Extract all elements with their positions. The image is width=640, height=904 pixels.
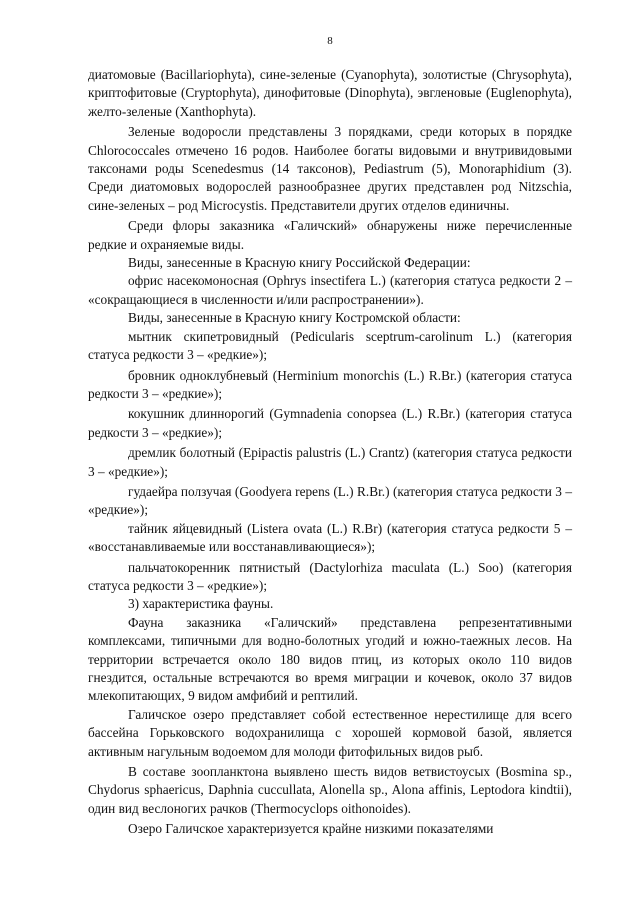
paragraph-zooplankton: В составе зоопланктона выявлено шесть видов ветвистоусых (Bosmina sp., Chydorus sphaericus, Daphnia cuccullata, Alonella sp., Alona affinis, Leptodora kindtii), один вид веслоногих рачков (Thermocyclops oithonoides).	[88, 764, 572, 816]
paragraph-lake-characteristics: Озеро Галичское характеризуется крайне низкими показателями	[128, 821, 494, 837]
species-item: офрис насекомоносная (Ophrys insectifera L.) (категория статуса редкости 2 – «сокращающиеся в численности и/или распространении»).	[88, 273, 572, 307]
species-item: гудаейра ползучая (Goodyera repens (L.) R.Br.) (категория статуса редкости 3 – «редкие»);	[88, 483, 572, 518]
paragraph-galich-lake: Галичское озеро представляет собой естественное нерестилище для всего бассейна Горьковского водохранилища с хорошей кормовой базой, является активным нагульным водоемом для молоди фитофильных видов рыб.	[88, 706, 572, 759]
species-item: тайник яйцевидный (Listera ovata (L.) R.Br) (категория статуса редкости 5 – «восстанавливаемые или восстанавливающиеся»);	[88, 520, 572, 555]
section-heading-fauna: 3) характеристика фауны.	[128, 596, 274, 612]
page-number: 8	[327, 35, 333, 47]
paragraph-flora-intro: Среди флоры заказника «Галичский» обнаружены ниже перечисленные редкие и охраняемые виды.	[88, 218, 572, 252]
paragraph-kostroma-red-book: Виды, занесенные в Красную книгу Костромской области:	[128, 310, 461, 326]
species-item: мытник скипетровидный (Pedicularis sceptrum-carolinum L.) (категория статуса редкости 3 – «редкие»);	[88, 328, 572, 363]
document-page	[88, 34, 572, 839]
species-item: дремлик болотный (Epipactis palustris (L.) Crantz) (категория статуса редкости 3 – «редкие»);	[88, 445, 572, 479]
species-item: кокушник длиннорогий (Gymnadenia conopsea (L.) R.Br.) (категория статуса редкости 3 – «редкие»);	[88, 406, 572, 440]
paragraph-rf-red-book: Виды, занесенные в Красную книгу Российской Федерации:	[128, 255, 471, 271]
species-item: пальчатокоренник пятнистый (Dactylorhiza maculata (L.) Soo) (категория статуса редкости 3 – «редкие»);	[88, 559, 572, 593]
paragraph-green-algae: Зеленые водоросли представлены 3 порядками, среди которых в порядке Chlorococcales отмечено 16 родов. Наиболее богаты видовыми и внутривидовыми таксонами роды Scenedesmus (14 таксонов), Pediastrum (5), Monoraphidium (3). Среди диатомовых водорослей разнообразнее других представлен род Nitzschia, сине-зеленых – род Microcystis. Представители других отделов единичны.	[88, 124, 572, 213]
species-item: бровник одноклубневый (Herminium monorchis (L.) R.Br.) (категория статуса редкости 3 – «редкие»);	[88, 367, 572, 401]
paragraph-fauna: Фауна заказника «Галичский» представлена репрезентативными комплексами, типичными для водно-болотных угодий и южно-таежных лесов. На территории встречается около 180 видов птиц, из которых около 110 видов гнездится, остальные встречаются во время миграции и кочевок, около 37 видов млекопитающих, 9 видом амфибий и рептилий.	[88, 614, 572, 704]
paragraph-algae-divisions: диатомовые (Bacillariophyta), сине-зеленые (Cyanophyta), золотистые (Chrysophyta), криптофитовые (Cryptophyta), динофитовые (Dinophyta), эвгленовые (Euglenophyta), желто-зеленые (Xanthophyta).	[88, 67, 572, 119]
